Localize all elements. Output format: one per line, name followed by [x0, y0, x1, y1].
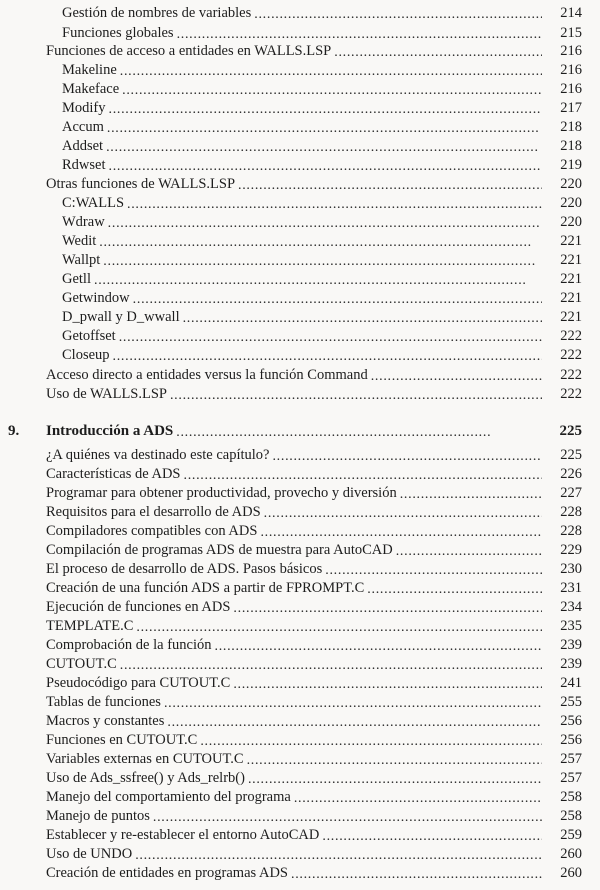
- dot-leader: [119, 332, 542, 346]
- entry-title: Getoffset: [62, 328, 116, 344]
- dot-leader: [107, 123, 542, 137]
- dot-leader: [248, 774, 542, 788]
- dot-leader: [153, 812, 542, 826]
- entry-title: TEMPLATE.C: [46, 618, 134, 634]
- entry-title: Programar para obtener productividad, provecho y diversión: [46, 485, 397, 501]
- entry-title: Funciones globales: [62, 25, 174, 41]
- page-number: 222: [560, 347, 582, 363]
- page-number: 241: [560, 675, 582, 691]
- toc-entry: [46, 522, 582, 540]
- dot-leader: [294, 793, 542, 807]
- toc-entry: [62, 24, 582, 42]
- page-number: 215: [560, 25, 582, 41]
- entry-title: Wdraw: [62, 214, 105, 230]
- dot-leader: [106, 142, 542, 156]
- entry-title: Macros y constantes: [46, 713, 165, 729]
- page-number: 228: [560, 504, 582, 520]
- dot-leader: [260, 527, 542, 541]
- page-number: 226: [560, 466, 582, 482]
- dot-leader: [272, 451, 542, 465]
- dot-leader: [322, 831, 542, 845]
- dot-leader: [238, 180, 542, 194]
- chapter-title: Introducción a ADS: [46, 423, 174, 439]
- page-number: 216: [560, 62, 582, 78]
- page-number: 216: [560, 43, 582, 59]
- page-number: 221: [560, 271, 582, 287]
- page-number: 235: [560, 618, 582, 634]
- dot-leader: [94, 275, 542, 289]
- entry-title: Creación de una función ADS a partir de FPROMPT.C: [46, 580, 365, 596]
- entry-title: El proceso de desarrollo de ADS. Pasos básicos: [46, 561, 323, 577]
- dot-leader: [109, 161, 543, 175]
- entry-title: Pseudocódigo para CUTOUT.C: [46, 675, 231, 691]
- toc-entry: [46, 175, 582, 193]
- page-number: 260: [560, 865, 582, 881]
- toc-entry: [62, 346, 582, 364]
- page-number: 231: [560, 580, 582, 596]
- toc-entry: [46, 598, 582, 616]
- page-number: 239: [560, 637, 582, 653]
- entry-title: Manejo de puntos: [46, 808, 150, 824]
- page-number: 258: [560, 808, 582, 824]
- entry-title: Getll: [62, 271, 91, 287]
- entry-title: Makeline: [62, 62, 117, 78]
- page-number: 239: [560, 656, 582, 672]
- toc-entry: [46, 579, 582, 597]
- entry-title: Acceso directo a entidades versus la función Command: [46, 367, 368, 383]
- toc-entry: [62, 137, 582, 155]
- page-number: 230: [560, 561, 582, 577]
- toc-entry: [46, 807, 582, 825]
- entry-title: Makeface: [62, 81, 120, 97]
- page-number: 257: [560, 770, 582, 786]
- entry-title: Wallpt: [62, 252, 101, 268]
- dot-leader: [177, 29, 542, 43]
- toc-entry: [46, 560, 582, 578]
- toc-entry: [46, 864, 582, 882]
- toc-entry: [62, 232, 582, 250]
- page-number: 220: [560, 176, 582, 192]
- entry-title: Características de ADS: [46, 466, 181, 482]
- entry-title: Rdwset: [62, 157, 106, 173]
- toc-entry: [46, 788, 582, 806]
- page-number: 259: [560, 827, 582, 843]
- dot-leader: [120, 660, 542, 674]
- entry-title: Gestión de nombres de variables: [62, 5, 252, 21]
- page-number: 221: [560, 233, 582, 249]
- page-number: 257: [560, 751, 582, 767]
- page-number: 218: [560, 138, 582, 154]
- toc-entry: [46, 655, 582, 673]
- toc-entry: [46, 366, 582, 384]
- entry-title: Funciones de acceso a entidades en WALLS.LSP: [46, 43, 332, 59]
- toc-entry: [62, 80, 582, 98]
- page-number: 256: [560, 713, 582, 729]
- dot-leader: [167, 717, 542, 731]
- entry-title: Compiladores compatibles con ADS: [46, 523, 258, 539]
- toc-entry: [62, 213, 582, 231]
- page-number: 217: [560, 100, 582, 116]
- entry-title: Modify: [62, 100, 106, 116]
- toc-entry: [62, 118, 582, 136]
- entry-title: Comprobación de la función: [46, 637, 212, 653]
- dot-leader: [400, 489, 542, 503]
- page-number: 234: [560, 599, 582, 615]
- toc-entry: [62, 270, 582, 288]
- entry-title: Compilación de programas ADS de muestra para AutoCAD: [46, 542, 393, 558]
- dot-leader: [215, 641, 543, 655]
- entry-title: Accum: [62, 119, 104, 135]
- page-number: 219: [560, 157, 582, 173]
- dot-leader: [127, 199, 542, 213]
- dot-leader: [184, 470, 543, 484]
- toc-entry: [46, 693, 582, 711]
- toc-entry: [62, 194, 582, 212]
- toc-entry: [46, 617, 582, 635]
- toc-entry: [62, 289, 582, 307]
- dot-leader: [109, 104, 543, 118]
- dot-leader: [183, 313, 542, 327]
- page-number: 220: [560, 195, 582, 211]
- page-number: 221: [560, 309, 582, 325]
- entry-title: D_pwall y D_wwall: [62, 309, 180, 325]
- toc-entry: [46, 446, 582, 464]
- entry-title: Creación de entidades en programas ADS: [46, 865, 288, 881]
- entry-title: Ejecución de funciones en ADS: [46, 599, 231, 615]
- entry-title: C:WALLS: [62, 195, 125, 211]
- toc-entry: [46, 541, 582, 559]
- page-number: 221: [560, 252, 582, 268]
- page-number: 218: [560, 119, 582, 135]
- page-number: 222: [560, 328, 582, 344]
- dot-leader: [122, 85, 542, 99]
- toc-entry: [62, 251, 582, 269]
- page-number: 260: [560, 846, 582, 862]
- toc-entry: [46, 750, 582, 768]
- entry-title: ¿A quiénes va destinado este capítulo?: [46, 447, 270, 463]
- dot-leader: [103, 256, 542, 270]
- toc-entry: [46, 845, 582, 863]
- dot-leader: [170, 390, 542, 404]
- page-number: 229: [560, 542, 582, 558]
- page-number: 256: [560, 732, 582, 748]
- entry-title: Wedit: [62, 233, 97, 249]
- dot-leader: [233, 603, 542, 617]
- page-number: 214: [560, 5, 582, 21]
- dot-leader: [264, 508, 542, 522]
- dot-leader: [291, 869, 542, 883]
- dot-leader: [396, 546, 542, 560]
- toc-entry: [46, 42, 582, 60]
- page-number: 228: [560, 523, 582, 539]
- dot-leader: [233, 679, 542, 693]
- dot-leader: [135, 850, 542, 864]
- toc-entry: [62, 61, 582, 79]
- page-number: 258: [560, 789, 582, 805]
- toc-entry: [46, 826, 582, 844]
- toc-entry: [46, 385, 582, 403]
- dot-leader: [99, 237, 542, 251]
- page-number: 216: [560, 81, 582, 97]
- dot-leader: [325, 565, 542, 579]
- toc-entry: [46, 712, 582, 730]
- entry-title: Addset: [62, 138, 104, 154]
- chapter-number: 9.: [8, 423, 20, 439]
- dot-leader: [334, 47, 542, 61]
- toc-entry: [62, 156, 582, 174]
- entry-title: Uso de Ads_ssfree() y Ads_relrb(): [46, 770, 245, 786]
- dot-leader: [113, 351, 542, 365]
- toc-entry: [62, 99, 582, 117]
- page-number: 255: [560, 694, 582, 710]
- dot-leader: [200, 736, 542, 750]
- dot-leader: [367, 584, 542, 598]
- page-number: 221: [560, 290, 582, 306]
- entry-title: Requisitos para el desarrollo de ADS: [46, 504, 261, 520]
- dot-leader: [120, 66, 542, 80]
- entry-title: Tablas de funciones: [46, 694, 161, 710]
- entry-title: Closeup: [62, 347, 110, 363]
- dot-leader: [254, 9, 542, 23]
- dot-leader: [247, 755, 542, 769]
- page-number: 222: [560, 367, 582, 383]
- toc-entry: [62, 4, 582, 22]
- dot-leader: [371, 371, 542, 385]
- entry-title: Variables externas en CUTOUT.C: [46, 751, 244, 767]
- page-number: 227: [560, 485, 582, 501]
- toc-entry: [46, 769, 582, 787]
- toc-entry: [62, 327, 582, 345]
- entry-title: CUTOUT.C: [46, 656, 117, 672]
- page-number: 220: [560, 214, 582, 230]
- entry-title: Getwindow: [62, 290, 130, 306]
- toc-entry: [46, 503, 582, 521]
- dot-leader: [164, 698, 542, 712]
- toc-entry: [46, 465, 582, 483]
- dot-leader: [133, 294, 542, 308]
- toc-entry: [46, 636, 582, 654]
- entry-title: Manejo del comportamiento del programa: [46, 789, 291, 805]
- toc-entry: [46, 731, 582, 749]
- entry-title: Uso de WALLS.LSP: [46, 386, 167, 402]
- page-number: 225: [560, 447, 582, 463]
- toc-entry: [46, 484, 582, 502]
- dot-leader: [136, 622, 542, 636]
- dot-leader: [108, 218, 542, 232]
- page-number: 222: [560, 386, 582, 402]
- entry-title: Establecer y re-establecer el entorno AutoCAD: [46, 827, 320, 843]
- entry-title: Otras funciones de WALLS.LSP: [46, 176, 236, 192]
- toc-entry: [46, 674, 582, 692]
- entry-title: Uso de UNDO: [46, 846, 133, 862]
- entry-title: Funciones en CUTOUT.C: [46, 732, 198, 748]
- toc-entry: [62, 308, 582, 326]
- page-number: 225: [559, 423, 582, 439]
- chapter-heading: [8, 421, 582, 441]
- dot-leader: [176, 427, 542, 441]
